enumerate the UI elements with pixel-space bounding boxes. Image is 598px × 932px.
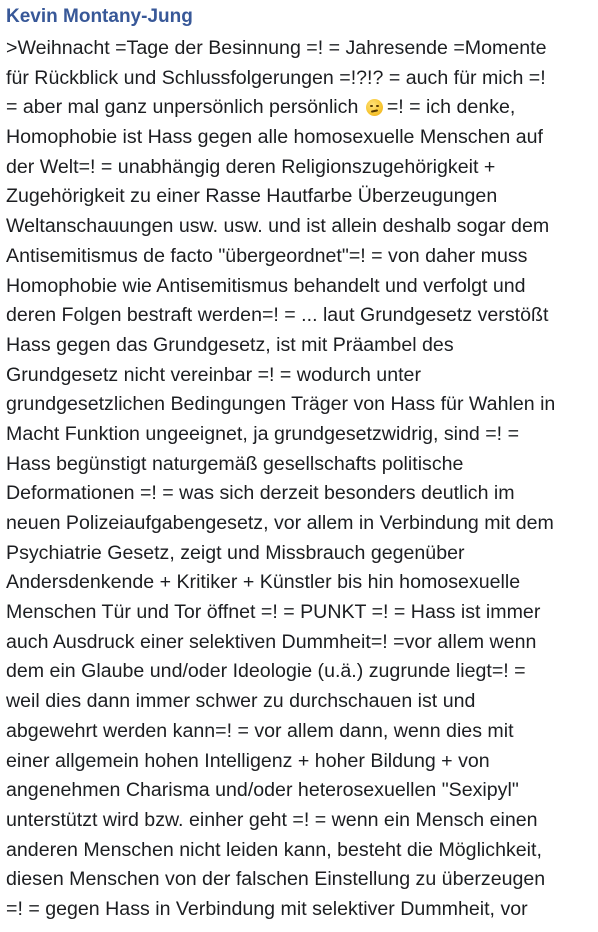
post-text-line: Psychiatrie Gesetz, zeigt und Missbrauch gegenüber <box>6 541 465 564</box>
post-text-line: Grundgesetz nicht vereinbar =! = wodurch unter <box>6 363 421 386</box>
post-text-line: angenehmen Charisma und/oder heterosexuellen "Sexipyl" <box>6 779 519 802</box>
post-text-line: Andersdenkende + Kritiker + Künstler bis hin homosexuelle <box>6 571 521 594</box>
post-author-name[interactable]: Kevin Montany-Jung <box>6 6 193 27</box>
post-text-line: =! = gegen Hass in Verbindung mit selektiver Dummheit, vor <box>6 897 528 920</box>
post-text-line: für Rückblick und Schlussfolgerungen =!?!? = auch für mich =! <box>6 66 546 89</box>
post-text-line: Deformationen =! = was sich derzeit besonders deutlich im <box>6 482 515 505</box>
post-text-line: deren Folgen bestraft werden=! = ... laut Grundgesetz verstößt <box>6 304 549 327</box>
post-text-line: abgewehrt werden kann=! = vor allem dann, wenn dies mit <box>6 719 514 742</box>
post-text-line: Hass begünstigt naturgemäß gesellschafts politische <box>6 452 464 475</box>
post-text-line: der Welt=! = unabhängig deren Religionszugehörigkeit + <box>6 155 496 178</box>
post-text-line: Hass gegen das Grundgesetz, ist mit Präambel des <box>6 333 454 356</box>
post-text-line: unterstützt wird bzw. einher geht =! = wenn ein Mensch einen <box>6 808 538 831</box>
post-text-line: einer allgemein hohen Intelligenz + hoher Bildung + von <box>6 749 490 772</box>
post-text-line: Homophobie wie Antisemitismus behandelt und verfolgt und <box>6 274 526 297</box>
post-text-line-with-emoji <box>6 93 596 123</box>
post-text-line: Zugehörigkeit zu einer Rasse Hautfarbe Überzeugungen <box>6 185 498 208</box>
post-text-line: Macht Funktion ungeeignet, ja grundgesetzwidrig, sind =! = <box>6 422 520 445</box>
post-text-line: weil dies dann immer schwer zu durchschauen ist und <box>6 690 476 713</box>
post-text-line: auch Ausdruck einer selektiven Dummheit=! =vor allem wenn <box>6 630 537 653</box>
post-text-line: Antisemitismus de facto "übergeordnet"=! = von daher muss <box>6 244 528 267</box>
post-text-line: Weltanschauungen usw. usw. und ist allein deshalb sogar dem <box>6 215 550 238</box>
post-text-line: diesen Menschen von der falschen Einstellung zu überzeugen <box>6 868 546 891</box>
post-text-line: dem ein Glaube und/oder Ideologie (u.ä.) zugrunde liegt=! = <box>6 660 526 683</box>
post-text-line: anderen Menschen nicht leiden kann, besteht die Möglichkeit, <box>6 838 542 861</box>
post-text-segment: =! = ich denke, <box>386 96 516 119</box>
post-text-line: neuen Polizeiaufgabengesetz, vor allem in Verbindung mit dem <box>6 512 554 534</box>
post-text-line: grundgesetzlichen Bedingungen Träger von Hass für Wahlen in <box>6 393 556 416</box>
post <box>6 0 596 925</box>
post-text-line: Menschen Tür und Tor öffnet =! = PUNKT =! = Hass ist immer <box>6 601 541 624</box>
smirk-face-emoji-icon <box>366 99 383 116</box>
post-text-segment: = aber mal ganz unpersönlich persönlich <box>6 96 359 119</box>
post-text-line: Homophobie ist Hass gegen alle homosexuelle Menschen auf <box>6 126 543 149</box>
post-text-line: >Weihnacht =Tage der Besinnung =! = Jahresende =Momente <box>6 37 547 59</box>
post-body <box>6 34 596 925</box>
